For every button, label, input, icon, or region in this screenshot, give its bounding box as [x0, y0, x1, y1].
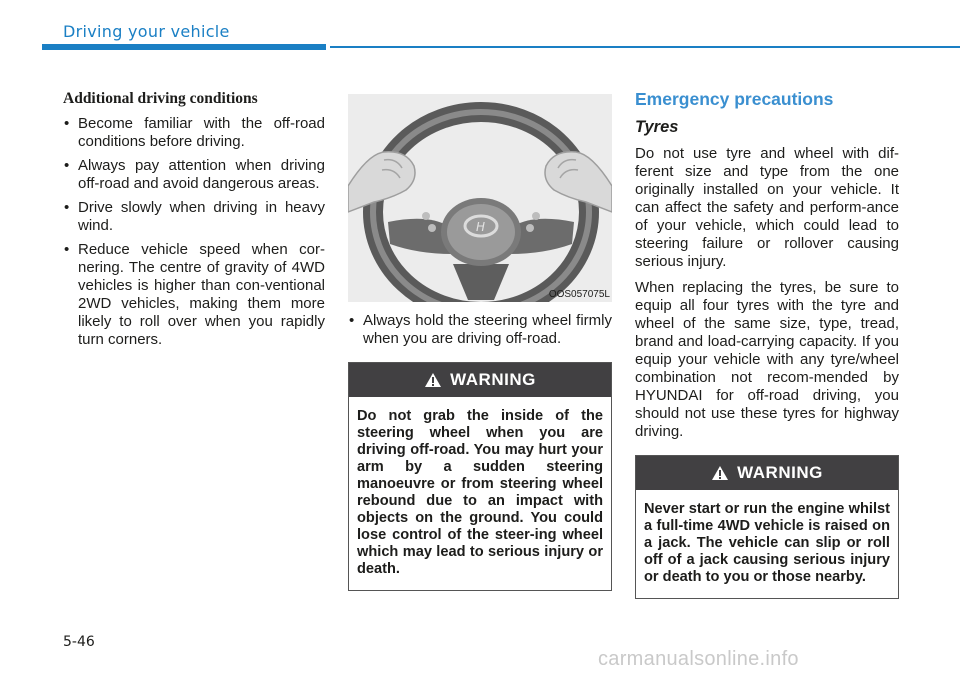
list-item: • Drive slowly when driving in heavy wind. — [63, 199, 325, 235]
warning-header — [349, 363, 611, 397]
steering-wheel-illustration — [348, 94, 612, 302]
warning-box — [348, 362, 612, 591]
bullet-list — [63, 115, 325, 349]
list-item: • Always hold the steering wheel firmly when you are driving off-road. — [348, 312, 612, 348]
left-column — [63, 90, 325, 355]
warning-title: WARNING — [737, 463, 823, 482]
figure-code: OOS057075L — [548, 289, 610, 300]
bullet-list — [348, 312, 612, 348]
warning-text: Do not grab the inside of the steering wheel when you are driving off-road. You may hurt your arm by a sudden steering manoeuvre or from steering wheel rebound due to an impact with objects on the ground. You could lose control of the steer-ing wheel which may lead to serious injury or death. — [357, 408, 603, 577]
page-number: 5-46 — [63, 634, 95, 650]
middle-column — [348, 94, 612, 591]
subheading: Additional driving conditions — [63, 90, 258, 107]
list-item: • Become familiar with the off-road conditions before driving. — [63, 115, 325, 151]
warning-text: Never start or run the engine whilst a full-time 4WD vehicle is raised on a jack. The vehicle can slip or roll off of a jack causing serious injury or death to you or those nearby. — [644, 501, 890, 585]
emergency-title: Emergency precautions — [635, 89, 834, 109]
tyres-subtitle: Tyres — [635, 118, 679, 136]
steering-wheel-figure — [348, 94, 612, 302]
warning-title: WARNING — [450, 370, 536, 389]
svg-text:H: H — [476, 220, 486, 234]
paragraph: Do not use tyre and wheel with dif-ferent size and type from the one originally installed on your vehicle. It can affect the safety and perform-ance of your vehicle, which could lead to steering failure or rollover causing serious injury. — [635, 145, 899, 270]
paragraph: When replacing the tyres, be sure to equip all four tyres with the tyre and wheel of the same size, type, tread, brand and load-carrying capacity. If you equip your vehicle with any tyre/wheel combination not recom-mended by HYUNDAI for off-road driving, you should not use these tyres for highway driving. — [635, 279, 899, 440]
list-item: • Always pay attention when driving off-road and avoid dangerous areas. — [63, 157, 325, 193]
right-column — [635, 89, 899, 599]
section-title: Driving your vehicle — [63, 22, 230, 41]
warning-triangle-icon — [711, 465, 729, 481]
header-rule-thin — [330, 46, 960, 48]
header-rule-thick — [42, 44, 326, 50]
warning-triangle-icon — [424, 372, 442, 388]
watermark: carmanualsonline.info — [598, 648, 799, 670]
list-item: • Reduce vehicle speed when cor-nering. The centre of gravity of 4WD vehicles is higher than con-ventional 2WD vehicles, making them more likely to roll over when you rapidly turn corners. — [63, 241, 325, 349]
warning-box — [635, 455, 899, 599]
warning-header — [636, 456, 898, 490]
